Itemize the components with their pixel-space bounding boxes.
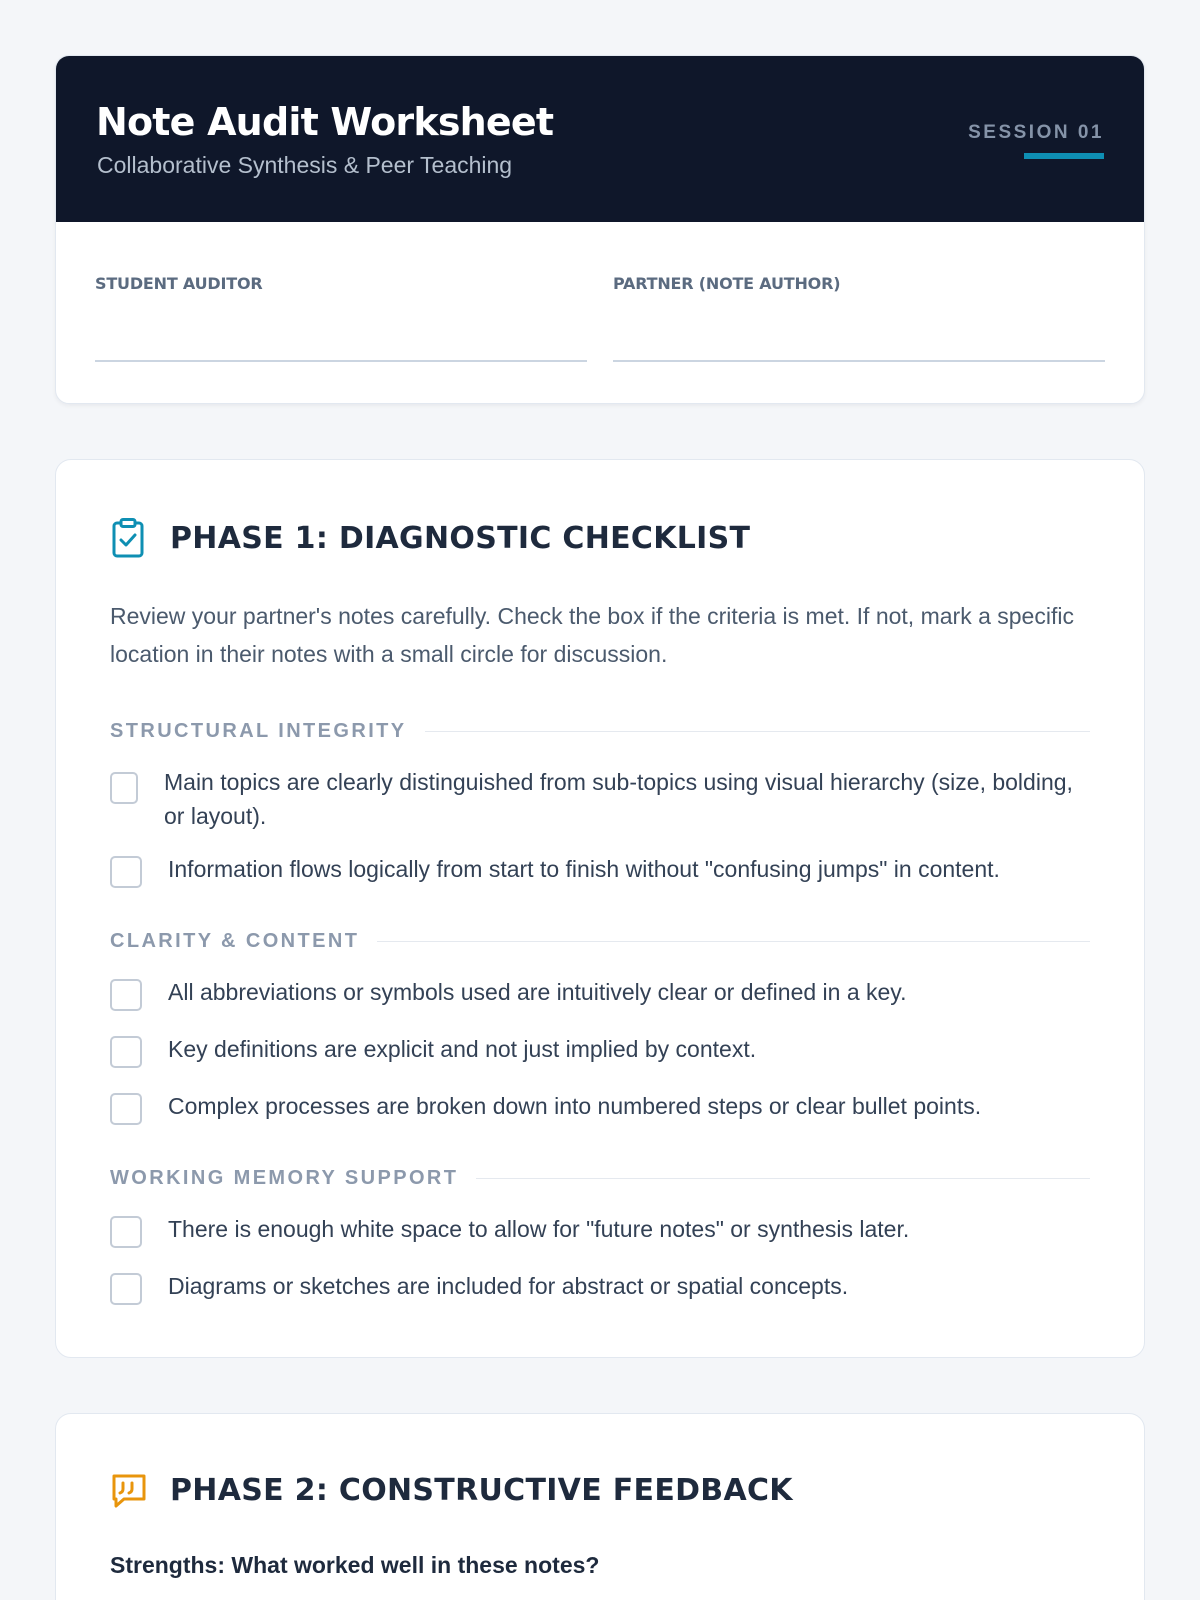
page-title: Note Audit Worksheet <box>96 100 554 144</box>
session-accent-bar <box>1024 153 1104 159</box>
checkbox[interactable] <box>110 1273 142 1305</box>
checklist-item-text: Information flows logically from start to finish without "confusing jumps" in content. <box>168 856 1000 882</box>
section-divider <box>377 941 1090 942</box>
student-auditor-field[interactable] <box>95 360 587 362</box>
phase1-card <box>55 459 1145 1358</box>
clipboard-check-icon <box>111 518 145 558</box>
section-clarity-content <box>110 929 1090 953</box>
header-banner <box>56 56 1144 222</box>
quote-bubble-icon <box>110 1472 148 1510</box>
section-label: WORKING MEMORY SUPPORT <box>110 1166 459 1189</box>
checklist-item-text: Main topics are clearly distinguished from sub-topics using visual hierarchy (size, bolding, or layout). <box>164 769 1073 829</box>
phase2-title: PHASE 2: CONSTRUCTIVE FEEDBACK <box>170 1472 793 1508</box>
section-label: STRUCTURAL INTEGRITY <box>110 719 407 742</box>
section-divider <box>425 731 1090 732</box>
checkbox[interactable] <box>110 856 142 888</box>
checklist-item-text: Complex processes are broken down into numbered steps or clear bullet points. <box>168 1093 982 1119</box>
phase2-card <box>55 1413 1145 1600</box>
checklist-item-text: Diagrams or sketches are included for abstract or spatial concepts. <box>168 1273 849 1299</box>
checkbox[interactable] <box>110 1216 142 1248</box>
session-label: SESSION 01 <box>968 122 1104 143</box>
section-label: CLARITY & CONTENT <box>110 929 360 952</box>
page-subtitle: Collaborative Synthesis & Peer Teaching <box>97 152 513 178</box>
checkbox[interactable] <box>110 772 138 804</box>
partner-author-label: PARTNER (NOTE AUTHOR) <box>613 274 841 293</box>
section-divider <box>476 1178 1090 1179</box>
phase1-instructions: Review your partner's notes carefully. Check the box if the criteria is met. If not, mark a specific location in their notes with a small circle for discussion. <box>110 603 1074 667</box>
strengths-question: Strengths: What worked well in these notes? <box>110 1552 600 1578</box>
worksheet-header-card <box>55 55 1145 404</box>
student-auditor-label: STUDENT AUDITOR <box>95 274 263 293</box>
checkbox[interactable] <box>110 1036 142 1068</box>
checkbox[interactable] <box>110 1093 142 1125</box>
checklist-item-text: Key definitions are explicit and not just implied by context. <box>168 1036 757 1062</box>
phase1-title: PHASE 1: DIAGNOSTIC CHECKLIST <box>170 520 751 556</box>
partner-author-field[interactable] <box>613 360 1105 362</box>
checkbox[interactable] <box>110 979 142 1011</box>
checklist-item-text: There is enough white space to allow for "future notes" or synthesis later. <box>168 1216 910 1242</box>
section-working-memory <box>110 1166 1090 1190</box>
section-structural-integrity <box>110 719 1090 743</box>
checklist-item-text: All abbreviations or symbols used are intuitively clear or defined in a key. <box>168 979 907 1005</box>
